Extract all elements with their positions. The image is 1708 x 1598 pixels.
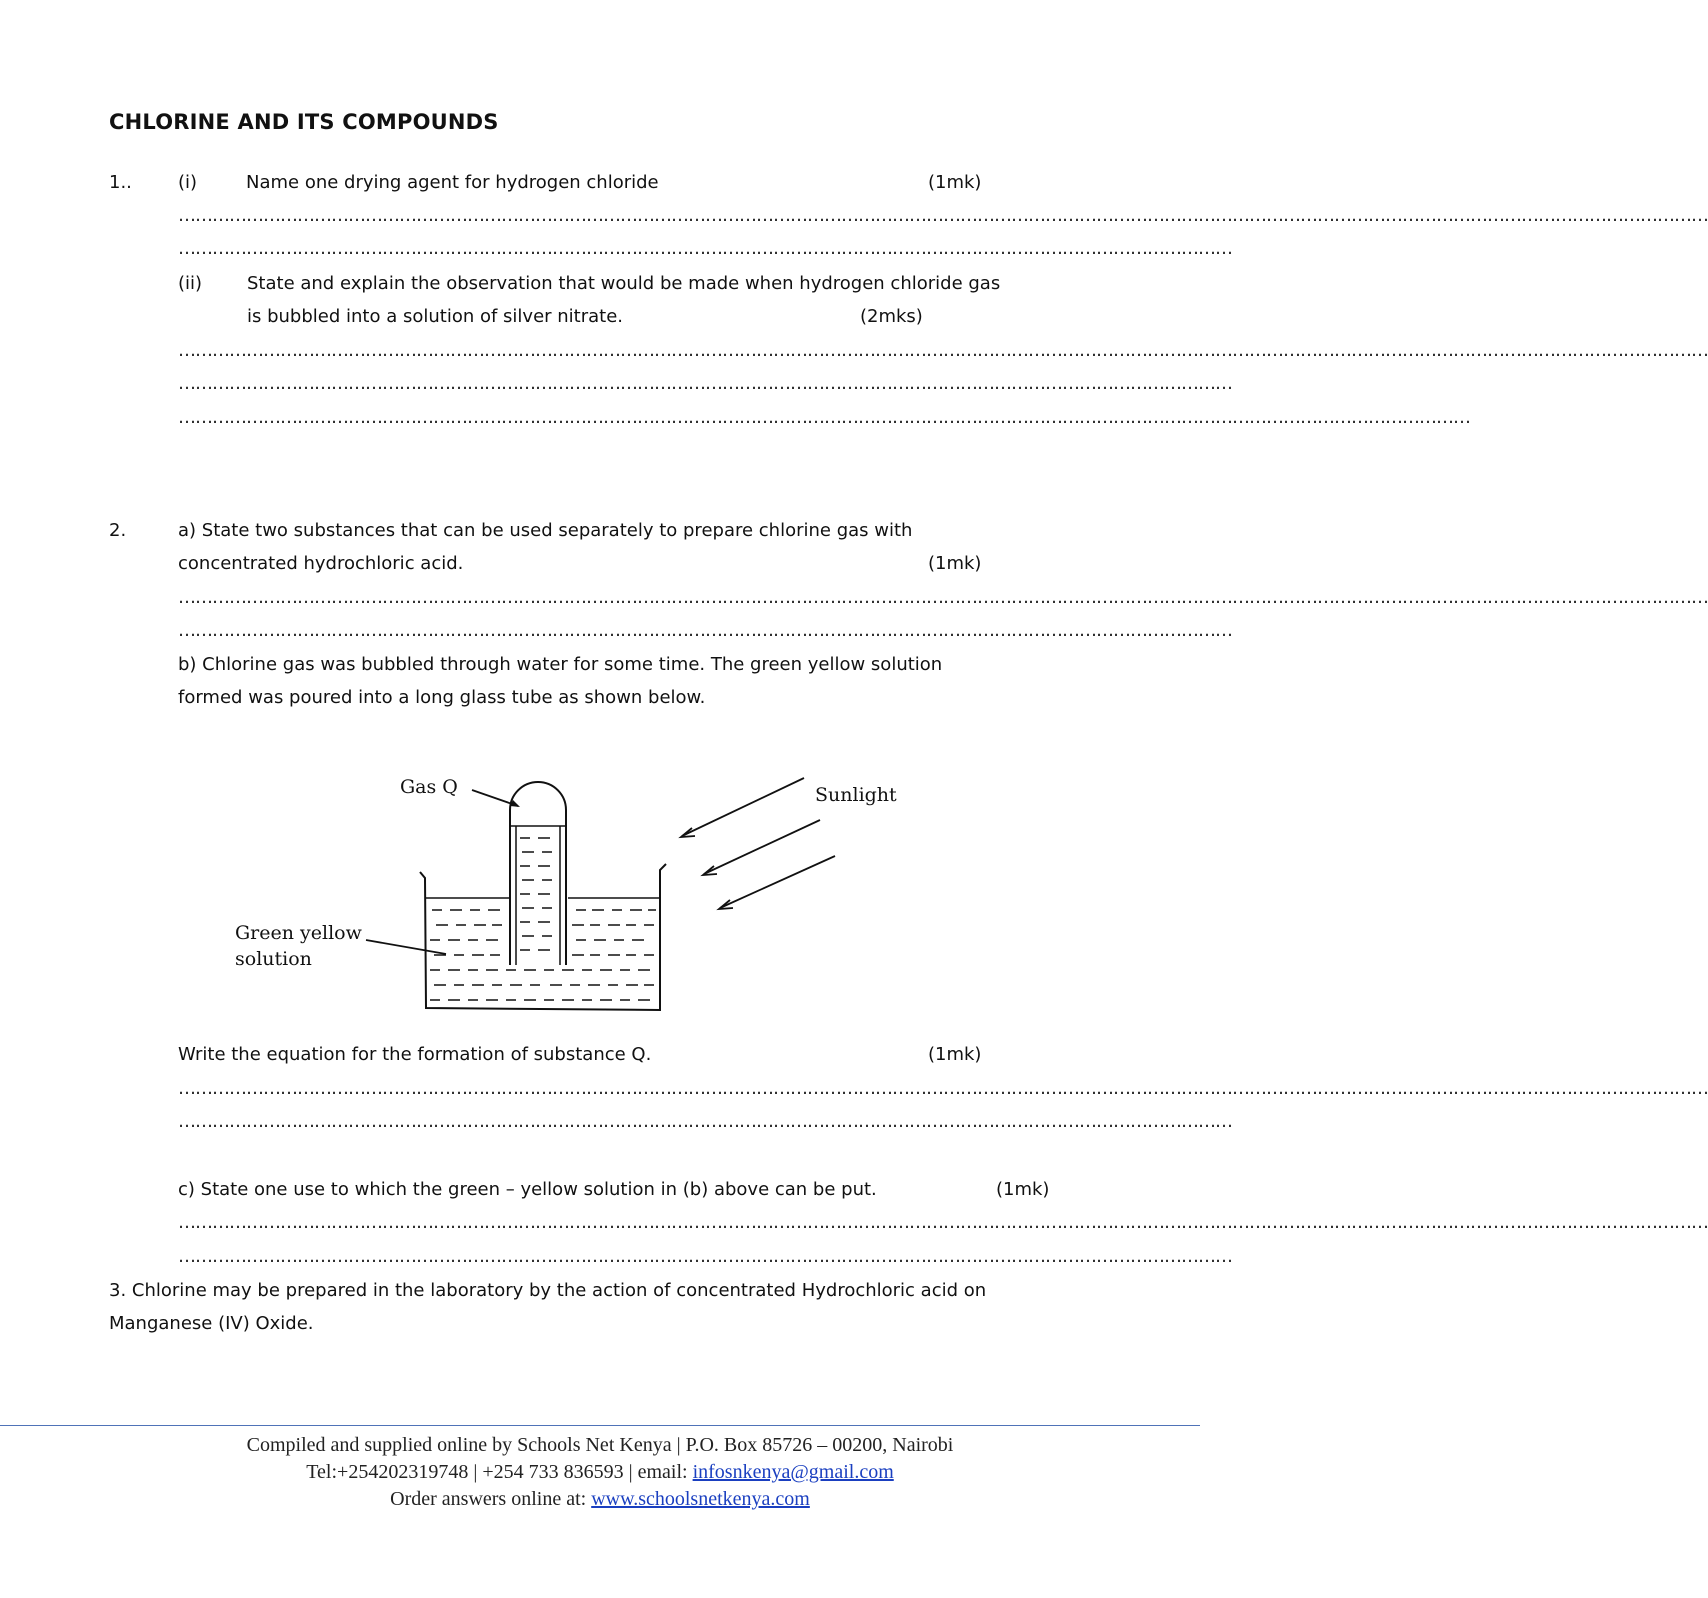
answer-line[interactable]: ……………………………………………………………………………………………………………………………………………………………………………………………………………………………………………… [178, 1078, 1708, 1099]
solution-label-line1: Green yellow [235, 922, 362, 944]
sunlight-arrow [720, 856, 835, 908]
q1-i-text: Name one drying agent for hydrogen chloride [246, 172, 659, 193]
q1-i-label: (i) [178, 172, 198, 193]
q2-a-line2: concentrated hydrochloric acid. [178, 553, 464, 574]
answer-line[interactable]: …………………………………………………………………………………………………………………………………………………………………… [178, 1246, 1232, 1267]
q1-ii-marks: (2mks) [860, 306, 923, 327]
email-link[interactable]: infosnkenya@gmail.com [692, 1461, 894, 1483]
q2-c-marks: (1mk) [996, 1179, 1050, 1200]
q3-line2: Manganese (IV) Oxide. [109, 1313, 314, 1334]
q2-equation-marks: (1mk) [928, 1044, 982, 1065]
footer-line2 [0, 1461, 1200, 1484]
q1-ii-text-line1: State and explain the observation that would be made when hydrogen chloride gas [247, 273, 1001, 294]
solution-label-line2: solution [235, 948, 312, 970]
sunlight-arrow [704, 820, 820, 874]
answer-line[interactable]: ……………………………………………………………………………………………………………………………………………………………………………………………………………………………………………… [178, 587, 1708, 608]
footer-order-text: Order answers online at: [390, 1488, 592, 1510]
answer-line[interactable]: …………………………………………………………………………………………………………………………………………………………………… [178, 373, 1232, 394]
page-title: CHLORINE AND ITS COMPOUNDS [109, 110, 499, 134]
beaker-outline [420, 864, 666, 1010]
answer-line[interactable]: …………………………………………………………………………………………………………………………………………………………………… [178, 620, 1232, 641]
q2-c-text: c) State one use to which the green – yellow solution in (b) above can be put. [178, 1179, 877, 1200]
solution-hatching [430, 910, 656, 1000]
footer-line1: Compiled and supplied online by Schools Net Kenya | P.O. Box 85726 – 00200, Nairobi [246, 1434, 954, 1456]
sunlight-label: Sunlight [815, 784, 897, 806]
footer-divider [0, 1425, 1200, 1426]
sunlight-arrow [682, 778, 804, 836]
glass-tube [510, 782, 566, 965]
answer-line[interactable]: ……………………………………………………………………………………………………………………………………………………………………………………………………………………………………………… [178, 205, 1708, 226]
q1-ii-label: (ii) [178, 273, 203, 294]
q1-number: 1.. [109, 172, 132, 193]
footer-line3 [0, 1488, 1200, 1511]
answer-line[interactable]: ……………………………………………………………………………………………………………………………………………………………………………………………………………………………………………… [178, 1212, 1708, 1233]
answer-line[interactable]: …………………………………………………………………………………………………………………………………………………………………… [178, 238, 1232, 259]
q2-b-line1: b) Chlorine gas was bubbled through water for some time. The green yellow solution [178, 654, 943, 675]
q1-i-marks: (1mk) [928, 172, 982, 193]
q2-number: 2. [109, 520, 127, 541]
footer-contact: Tel:+254202319748 | +254 733 836593 | email: [306, 1461, 693, 1483]
website-link[interactable]: www.schoolsnetkenya.com [591, 1488, 810, 1510]
solution-pointer [366, 940, 446, 954]
q2-a-marks: (1mk) [928, 553, 982, 574]
answer-line[interactable]: …………………………………………………………………………………………………………………………………………………………………… [178, 1111, 1232, 1132]
answer-line[interactable]: ……………………………………………………………………………………………………………………………………………………………………………………………………………………………………………… [178, 340, 1708, 361]
tube-solution-hatching [520, 838, 552, 950]
q2-equation-text: Write the equation for the formation of substance Q. [178, 1044, 652, 1065]
q2-a-line1: a) State two substances that can be used separately to prepare chlorine gas with [178, 520, 913, 541]
sunlight-arrows [681, 778, 835, 909]
gas-q-label: Gas Q [400, 776, 458, 798]
q1-ii-text-line2: is bubbled into a solution of silver nitrate. [247, 306, 624, 327]
gas-q-pointer [472, 790, 518, 806]
q2-b-line2: formed was poured into a long glass tube as shown below. [178, 687, 706, 708]
answer-line[interactable]: ………………………………………………………………………………………………………………………………………………………………………………………………………… [178, 407, 1470, 428]
q3-line1: 3. Chlorine may be prepared in the laboratory by the action of concentrated Hydrochloric acid on [109, 1280, 987, 1301]
